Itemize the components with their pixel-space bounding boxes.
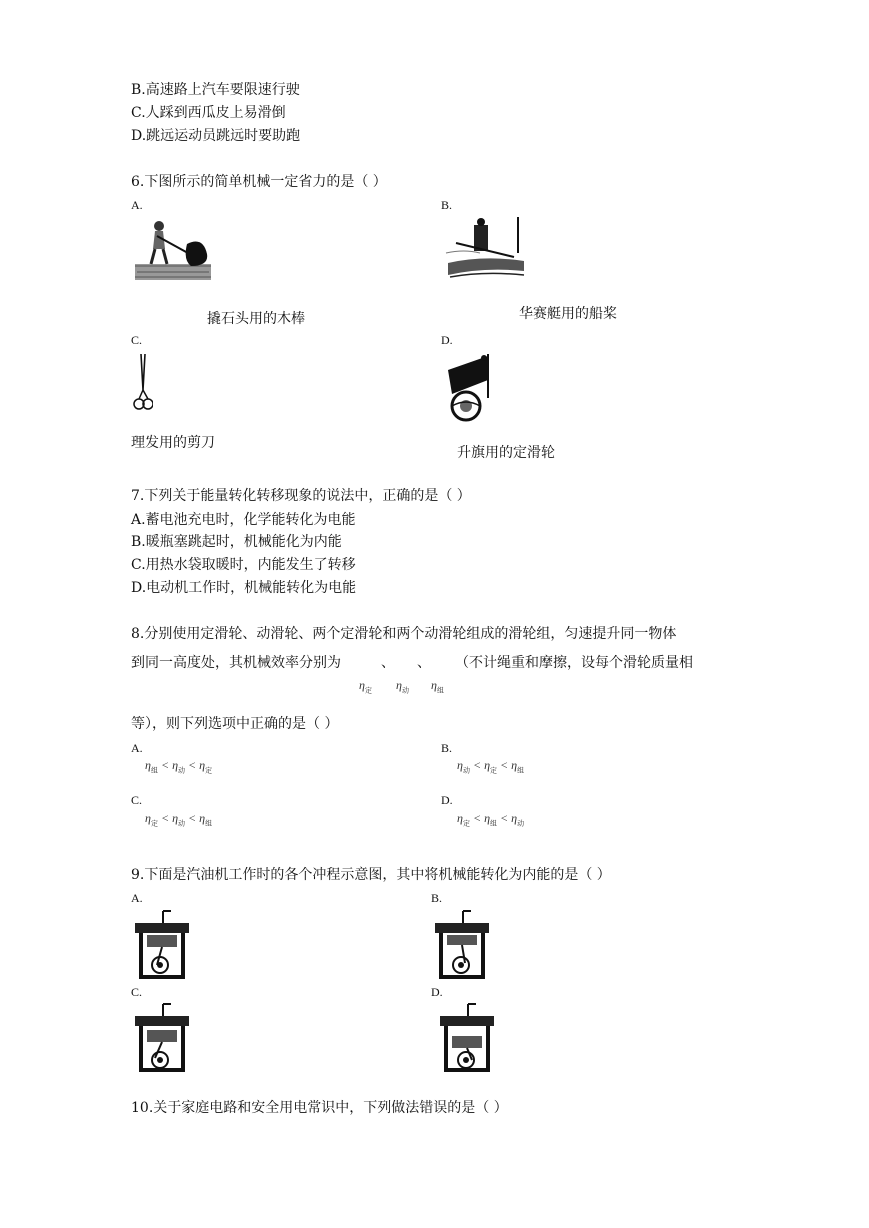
q6-label-c: C. <box>131 333 143 347</box>
q7-option-c: C.用热水袋取暖时，内能发生了转移 <box>131 557 356 573</box>
q8-line3: 等），则下列选项中正确的是（ ） <box>131 716 339 732</box>
q6-caption-d: 升旗用的定滑轮 <box>457 445 555 461</box>
q9-label-a: A. <box>131 891 143 905</box>
q6-label-a: A. <box>131 198 143 212</box>
oar-image <box>444 213 526 285</box>
q8-formula-c: $\eta_定 < \eta_动 < \eta_组$ <box>145 811 213 828</box>
q6-stem: 6.下图所示的简单机械一定省力的是（ ） <box>131 174 387 190</box>
q6-label-d: D. <box>441 333 453 347</box>
q8-sep1: 、 <box>381 655 395 671</box>
q5-option-c: C.人踩到西瓜皮上易滑倒 <box>131 105 286 121</box>
engine-stroke-a-image <box>133 909 191 981</box>
q8-label-b: B. <box>441 741 453 755</box>
q10-stem: 10.关于家庭电路和安全用电常识中，下列做法错误的是（ ） <box>131 1100 508 1116</box>
q9-stem: 9.下面是汽油机工作时的各个冲程示意图，其中将机械能转化为内能的是（ ） <box>131 867 611 883</box>
q6-caption-c: 理发用的剪刀 <box>131 435 215 451</box>
q8-formula-d: $\eta_定 < \eta_组 < \eta_动$ <box>457 811 525 828</box>
q9-label-d: D. <box>431 985 443 999</box>
q6-caption-b: 华赛艇用的船桨 <box>519 306 617 322</box>
q5-option-b: B.高速路上汽车要限速行驶 <box>131 82 300 98</box>
q8-sep2: 、 <box>417 655 431 671</box>
q5-option-d: D.跳远运动员跳远时要助跑 <box>131 128 301 144</box>
q8-label-c: C. <box>131 793 143 807</box>
crowbar-image <box>133 214 213 284</box>
engine-stroke-d-image <box>438 1002 496 1074</box>
q8-label-d: D. <box>441 793 453 807</box>
q8-line2a: 到同一高度处，其机械效率分别为 <box>131 655 341 671</box>
q6-caption-a: 撬石头用的木棒 <box>207 311 305 327</box>
q8-formula-a: $\eta_组 < \eta_动 < \eta_定$ <box>145 758 213 775</box>
q8-line1: 8.分别使用定滑轮、动滑轮、两个定滑轮和两个动滑轮组成的滑轮组，匀速提升同一物体 <box>131 626 677 642</box>
eta-zu-symbol: $\eta_组$ <box>431 678 444 695</box>
q9-label-b: B. <box>431 891 443 905</box>
engine-stroke-c-image <box>133 1002 191 1074</box>
q6-label-b: B. <box>441 198 453 212</box>
q8-formula-b: $\eta_动 < \eta_定 < \eta_组$ <box>457 758 525 775</box>
q7-stem: 7.下列关于能量转化转移现象的说法中，正确的是（ ） <box>131 488 471 504</box>
q8-label-a: A. <box>131 741 143 755</box>
flag-pulley-image <box>444 350 496 424</box>
engine-stroke-b-image <box>433 909 491 981</box>
q9-label-c: C. <box>131 985 143 999</box>
q8-line2b: （不计绳重和摩擦，设每个滑轮质量相 <box>455 655 693 671</box>
q7-option-a: A.蓄电池充电时，化学能转化为电能 <box>131 512 356 528</box>
eta-ding-symbol: $\eta_定$ <box>359 678 372 695</box>
q7-option-d: D.电动机工作时，机械能转化为电能 <box>131 580 357 596</box>
eta-dong-symbol: $\eta_动$ <box>396 678 409 695</box>
q7-option-b: B.暖瓶塞跳起时，机械能化为内能 <box>131 534 342 550</box>
scissors-image <box>133 352 153 414</box>
